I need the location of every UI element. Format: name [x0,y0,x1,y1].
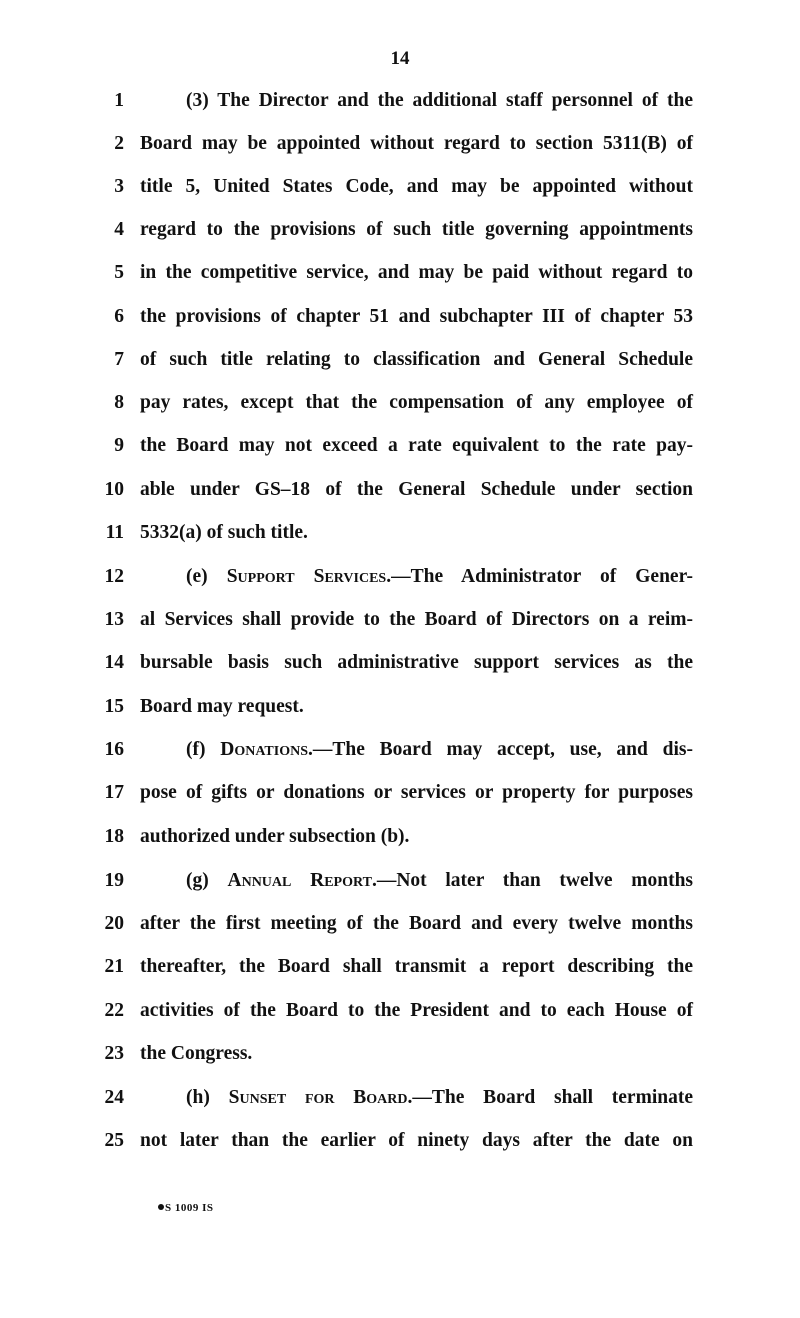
line-number: 24 [104,1087,124,1108]
line-number: 20 [104,913,124,934]
line-number: 12 [104,566,124,587]
section-heading: Annual Report [227,870,372,891]
line [0,258,800,288]
line-number: 21 [104,956,124,977]
line-text [186,562,693,592]
subsection-label: (f) [186,739,221,760]
line-number: 15 [104,696,124,717]
line-text: title 5, United States Code, and may be appointed without [140,176,693,197]
line-text: authorized under subsection (b). [140,826,410,847]
line [0,952,800,982]
line [0,996,800,1026]
line-number: 23 [104,1043,124,1064]
line-number: 17 [104,782,124,803]
line-text: thereafter, the Board shall transmit a report describing the [140,956,693,977]
line-text: Board may request. [140,696,304,717]
line-text: pay rates, except that the compensation of any employee of [140,392,693,413]
line-text [186,1083,693,1113]
subsection-label: (g) [186,870,228,891]
line-text: (3) The Director and the additional staff personnel of the [186,90,693,111]
line-number: 16 [104,739,124,760]
line-number: 1 [114,90,124,111]
line-number: 7 [114,349,124,370]
line-text: of such title relating to classification and General Schedule [140,349,693,370]
line-number: 18 [104,826,124,847]
page-number: 14 [390,48,410,69]
subsection-label: (h) [186,1087,229,1108]
line-text: bursable basis such administrative support services as the [140,652,693,673]
line-text: the Congress. [140,1043,253,1064]
line-number: 10 [104,479,124,500]
line-body: .—Not later than twelve months [371,870,694,891]
line [0,605,800,635]
line [0,1039,800,1069]
line [0,215,800,245]
line-text: activities of the Board to the President and to each House of [140,1000,693,1021]
line-number: 13 [104,609,124,630]
line [0,431,800,461]
line [0,562,800,592]
line-number: 4 [114,219,124,240]
line [0,345,800,375]
line-body: .—The Board may accept, use, and dis- [308,739,693,760]
section-heading: Donations [220,739,308,760]
line-number: 8 [114,392,124,413]
line-text: not later than the earlier of ninety days after the date on [140,1130,693,1151]
line-text: al Services shall provide to the Board of Directors on a reim- [140,609,693,630]
line-number: 22 [104,1000,124,1021]
line-text: 5332(a) of such title. [140,522,308,543]
line-text: the Board may not exceed a rate equivalent to the rate pay- [140,435,693,456]
line-number: 5 [114,262,124,283]
line-body: .—The Administrator of Gener- [386,566,693,587]
line-text: pose of gifts or donations or services or property for purposes [140,782,693,803]
footer-bill-id [158,1202,214,1214]
line [0,1126,800,1156]
line [0,866,800,896]
line [0,475,800,505]
line [0,86,800,116]
line [0,735,800,765]
line-text: regard to the provisions of such title governing appointments [140,219,693,240]
line [0,692,800,722]
line [0,302,800,332]
line-number: 11 [105,522,124,543]
line-text [186,735,693,765]
line-number: 19 [104,870,124,891]
line-number: 2 [114,133,124,154]
line-number: 9 [114,435,124,456]
line [0,518,800,548]
line [0,778,800,808]
line-text: Board may be appointed without regard to section 5311(B) of [140,133,693,154]
line-number: 3 [114,176,124,197]
line-number: 14 [104,652,124,673]
line-text: after the first meeting of the Board and every twelve months [140,913,693,934]
bill-id-text: S 1009 IS [165,1202,214,1214]
line [0,388,800,418]
section-heading: Support Services [226,566,387,587]
line [0,172,800,202]
subsection-label: (e) [186,566,227,587]
line [0,822,800,852]
section-heading: Sunset for Board [228,1087,408,1108]
line [0,648,800,678]
line [0,909,800,939]
line-number: 6 [114,306,124,327]
line-text: able under GS–18 of the General Schedule under section [140,479,693,500]
line-body: .—The Board shall terminate [407,1087,693,1108]
line-text: the provisions of chapter 51 and subchapter III of chapter 53 [140,306,693,327]
bullet-icon [158,1204,164,1210]
line-number: 25 [104,1130,124,1151]
line-text [186,866,693,896]
line [0,129,800,159]
line-text: in the competitive service, and may be paid without regard to [140,262,693,283]
line [0,1083,800,1113]
